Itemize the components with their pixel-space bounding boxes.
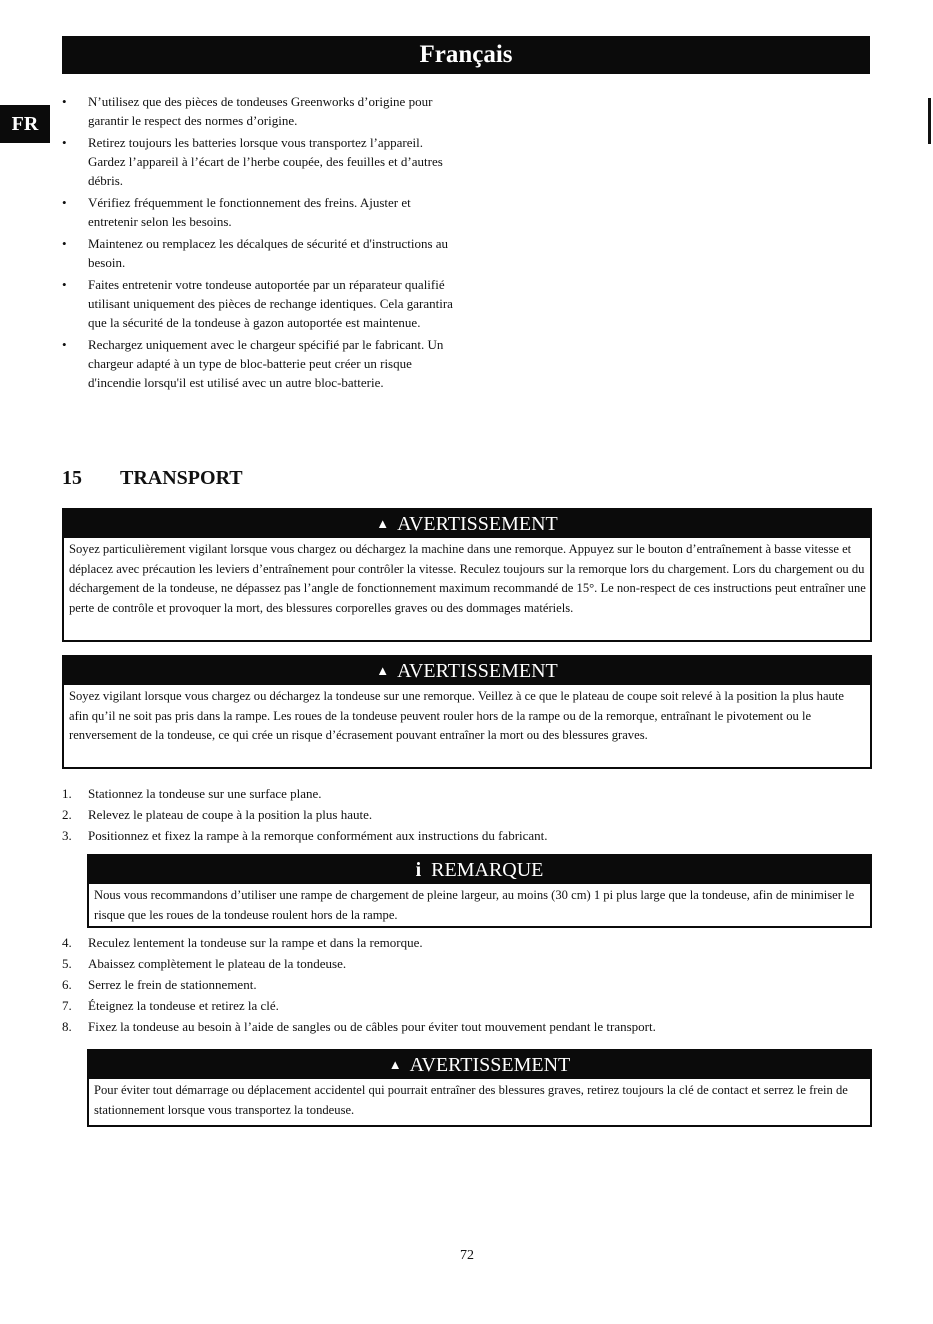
step-number: 4. <box>62 935 72 950</box>
section-number: 15 <box>62 467 82 489</box>
bullet-dot-icon: • <box>62 135 67 150</box>
step-text: Stationnez la tondeuse sur une surface plane. <box>88 786 322 801</box>
bullet-item <box>62 234 462 272</box>
step-text: Reculez lentement la tondeuse sur la rampe et dans la remorque. <box>88 935 423 950</box>
bullet-item <box>62 335 462 392</box>
note-box <box>87 854 872 928</box>
step-number: 7. <box>62 998 72 1013</box>
step-text: Éteignez la tondeuse et retirez la clé. <box>88 998 279 1013</box>
step-number: 1. <box>62 786 72 801</box>
warning-title-bar <box>64 510 870 538</box>
transport-steps-list <box>62 783 862 846</box>
warning-box-loading <box>62 508 872 642</box>
step-text: Fixez la tondeuse au besoin à l’aide de sangles ou de câbles pour éviter tout mouvement pendant le transport. <box>88 1019 656 1034</box>
transport-steps-list-continued <box>62 932 862 1037</box>
safety-bullet-list <box>62 92 462 395</box>
step-item <box>62 932 862 953</box>
bullet-dot-icon: • <box>62 337 67 352</box>
bullet-dot-icon: • <box>62 277 67 292</box>
step-item <box>62 783 862 804</box>
bullet-text: Retirez toujours les batteries lorsque vous transportez l’appareil. Gardez l’appareil à l’écart de l’herbe coupée, des feuilles et d’autres débris. <box>88 135 443 188</box>
warning-title: AVERTISSEMENT <box>397 513 558 535</box>
bullet-item <box>62 193 462 231</box>
step-item <box>62 825 862 846</box>
step-number: 6. <box>62 977 72 992</box>
warning-title-bar <box>89 1051 870 1079</box>
bullet-item <box>62 92 462 130</box>
warning-box-trailer <box>62 655 872 769</box>
bullet-item <box>62 133 462 190</box>
warning-title: AVERTISSEMENT <box>397 660 558 682</box>
bullet-text: Vérifiez fréquemment le fonctionnement des freins. Ajuster et entretenir selon les besoins. <box>88 195 411 229</box>
note-title-bar <box>89 856 870 884</box>
step-item <box>62 995 862 1016</box>
bullet-dot-icon: • <box>62 94 67 109</box>
bullet-text: Faites entretenir votre tondeuse autoportée par un réparateur qualifié utilisant uniquement des pièces de rechange identiques. Cela garantira que la sécurité de la tondeuse à gazon autoportée est maintenue. <box>88 277 453 330</box>
language-header: Français <box>62 36 870 74</box>
info-icon: i <box>415 859 422 881</box>
step-item <box>62 953 862 974</box>
note-text: Nous vous recommandons d’utiliser une rampe de chargement de pleine largeur, au moins (30 cm) 1 pi plus large que la tondeuse, afin de minimiser le risque que les roues de la tondeuse roulent hors de la rampe. <box>94 888 855 922</box>
warning-text: Pour éviter tout démarrage ou déplacement accidentel qui pourrait entraîner des blessures graves, retirez toujours la clé de contact et serrez le frein de stationnement lorsque vous transportez la tondeuse. <box>94 1083 848 1117</box>
note-title: REMARQUE <box>431 859 544 881</box>
bullet-dot-icon: • <box>62 236 67 251</box>
step-number: 5. <box>62 956 72 971</box>
step-text: Positionnez et fixez la rampe à la remorque conformément aux instructions du fabricant. <box>88 828 548 843</box>
step-item <box>62 1016 862 1037</box>
bullet-text: N’utilisez que des pièces de tondeuses Greenworks d’origine pour garantir le respect des normes d’origine. <box>88 94 433 128</box>
bullet-text: Rechargez uniquement avec le chargeur spécifié par le fabricant. Un chargeur adapté à un type de bloc-batterie peut créer un risque d'incendie lorsqu'il est utilisé avec un autre bloc-batterie. <box>88 337 444 390</box>
section-heading <box>62 467 243 490</box>
bullet-dot-icon: • <box>62 195 67 210</box>
step-text: Serrez le frein de stationnement. <box>88 977 257 992</box>
warning-title-bar <box>64 657 870 685</box>
warning-box-key <box>87 1049 872 1127</box>
step-text: Abaissez complètement le plateau de la tondeuse. <box>88 956 347 971</box>
step-number: 2. <box>62 807 72 822</box>
language-tab: FR <box>0 105 50 143</box>
step-item <box>62 804 862 825</box>
warning-text: Soyez particulièrement vigilant lorsque vous chargez ou déchargez la machine dans une remorque. Appuyez sur le bouton d’entraînement à basse vitesse et déplacez avec précaution les leviers d’entraînement pour contrôler la vitesse. Reculez toujours sur la remorque lors du chargement. Lors du chargement ou du déchargement de la tondeuse, ne dépassez pas l’angle de fonctionnement maximum recommandé de 15°. Le non-respect de ces instructions peut entraîner une perte de contrôle et provoquer la mort, des blessures corporelles graves ou des dommages matériels. <box>69 542 866 615</box>
warning-triangle-icon: ▲ <box>376 663 390 678</box>
bullet-text: Maintenez ou remplacez les décalques de sécurité et d'instructions au besoin. <box>88 236 449 270</box>
warning-triangle-icon: ▲ <box>376 516 390 531</box>
section-title: TRANSPORT <box>120 467 243 489</box>
warning-triangle-icon: ▲ <box>388 1057 402 1072</box>
page-number: 72 <box>460 1248 474 1263</box>
step-text: Relevez le plateau de coupe à la position la plus haute. <box>88 807 373 822</box>
warning-text: Soyez vigilant lorsque vous chargez ou déchargez la tondeuse sur une remorque. Veillez à ce que le plateau de coupe soit relevé à la position la plus haute afin qu’il ne soit pas pris dans la rampe. Les roues de la tondeuse peuvent rouler hors de la rampe ou de la remorque, entraînant le pivotement ou le renversement de la tondeuse, ce qui crée un risque d’écrasement pouvant entraîner la mort ou des blessures graves. <box>69 689 844 742</box>
warning-title: AVERTISSEMENT <box>409 1054 571 1076</box>
bullet-item <box>62 275 462 332</box>
step-number: 8. <box>62 1019 72 1034</box>
step-number: 3. <box>62 828 72 843</box>
edge-marker <box>928 98 931 144</box>
step-item <box>62 974 862 995</box>
